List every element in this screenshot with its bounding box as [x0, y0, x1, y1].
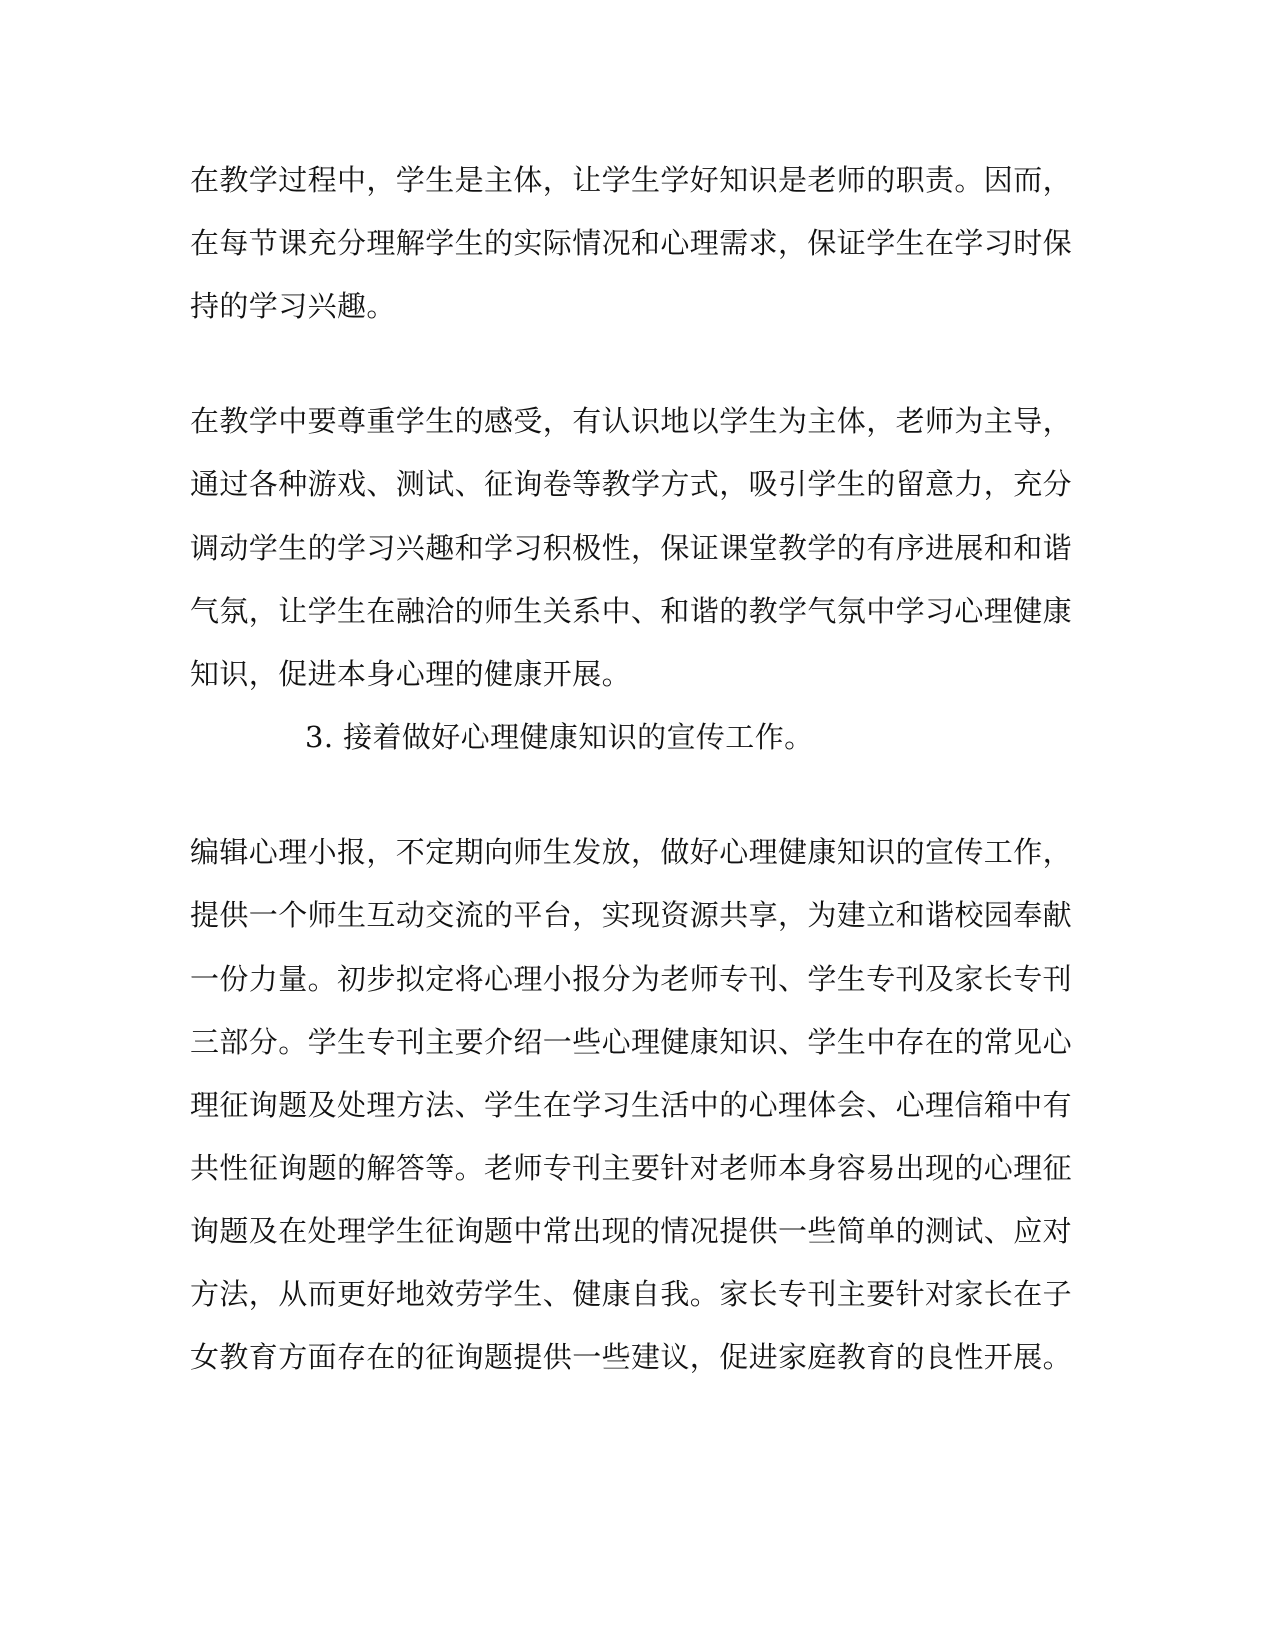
- paragraph-4-line-8: 方法，从而更好地效劳学生、健康自我。家长专刊主要针对家长在子: [190, 1277, 1073, 1311]
- paragraph-4-line-9: 女教育方面存在的征询题提供一些建议，促进家庭教育的良性开展。: [190, 1340, 1073, 1374]
- paragraph-1-line-2: 在每节课充分理解学生的实际情况和心理需求，保证学生在学习时保: [190, 226, 1073, 260]
- paragraph-1-line-3: 持的学习兴趣。: [190, 289, 396, 323]
- paragraph-2-line-2: 通过各种游戏、测试、征询卷等教学方式，吸引学生的留意力，充分: [190, 467, 1073, 501]
- paragraph-1-line-1: 在教学过程中，学生是主体，让学生学好知识是老师的职责。因而，: [190, 163, 1073, 197]
- paragraph-4-line-6: 共性征询题的解答等。老师专刊主要针对老师本身容易出现的心理征: [190, 1151, 1073, 1185]
- paragraph-4-line-2: 提供一个师生互动交流的平台，实现资源共享，为建立和谐校园奉献: [190, 898, 1073, 932]
- paragraph-4-line-3: 一份力量。初步拟定将心理小报分为老师专刊、学生专刊及家长专刊: [190, 962, 1073, 996]
- paragraph-4-line-5: 理征询题及处理方法、学生在学习生活中的心理体会、心理信箱中有: [190, 1088, 1073, 1122]
- paragraph-2-line-3: 调动学生的学习兴趣和学习积极性，保证课堂教学的有序进展和和谐: [190, 531, 1073, 565]
- paragraph-2-line-1: 在教学中要尊重学生的感受，有认识地以学生为主体，老师为主导，: [190, 404, 1073, 438]
- paragraph-4-line-1: 编辑心理小报，不定期向师生发放，做好心理健康知识的宣传工作，: [190, 835, 1073, 869]
- paragraph-4-line-4: 三部分。学生专刊主要介绍一些心理健康知识、学生中存在的常见心: [190, 1025, 1073, 1059]
- paragraph-4-line-7: 询题及在处理学生征询题中常出现的情况提供一些简单的测试、应对: [190, 1214, 1073, 1248]
- paragraph-2-line-5: 知识，促进本身心理的健康开展。: [190, 657, 632, 691]
- section-heading-3: 3. 接着做好心理健康知识的宣传工作。: [305, 720, 814, 754]
- paragraph-2-line-4: 气氛，让学生在融洽的师生关系中、和谐的教学气氛中学习心理健康: [190, 594, 1073, 628]
